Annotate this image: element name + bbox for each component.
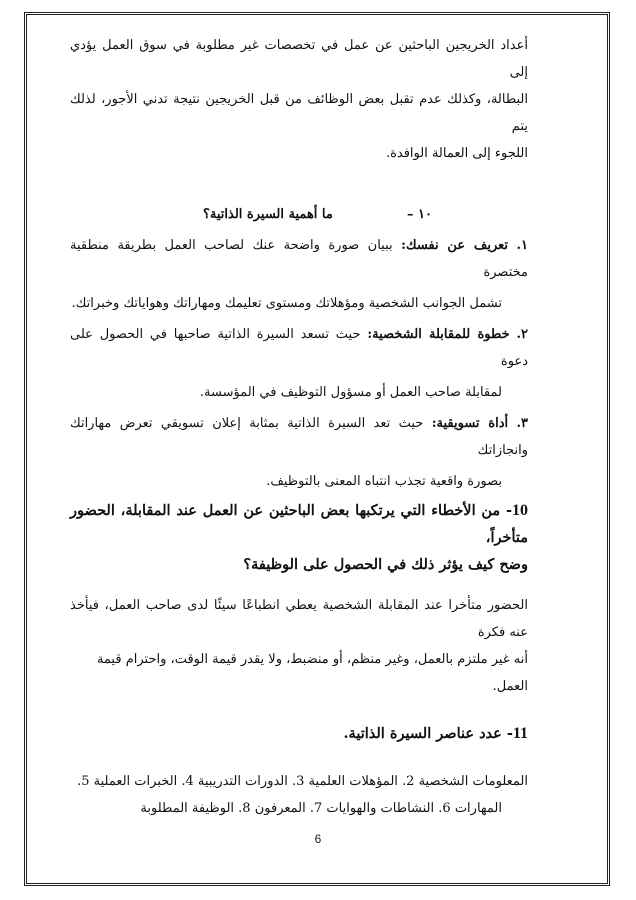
- item-continuation: بصورة واقعية تجذب انتباه المعنى بالتوظيف.: [266, 474, 502, 489]
- item-number: ١.: [516, 238, 529, 253]
- section-elements-heading: [70, 720, 528, 748]
- intro-paragraph: [70, 32, 528, 167]
- item-continuation: لمقابلة صاحب العمل أو مسؤول التوظيف في المؤسسة.: [199, 385, 502, 400]
- section-number: ١٠ –: [407, 207, 432, 222]
- mistakes-answer: [70, 592, 528, 700]
- section-number: 10: [512, 502, 528, 519]
- list-item: [70, 232, 528, 317]
- item-number: ٢.: [516, 327, 528, 342]
- elements-list: [70, 768, 528, 822]
- item-text: حيث تسعد السيرة الذاتية صاحبها في الحصول على دعوة: [70, 327, 528, 369]
- item-number: ٣.: [516, 416, 529, 431]
- page-number: 6: [314, 832, 322, 846]
- item-label: تعريف عن نفسك:: [401, 238, 509, 253]
- section-number: 11: [512, 725, 528, 742]
- intro-line: البطالة، وكذلك عدم تقبل بعض الوظائف من قبل الخريجين نتيجة تدني الأجور، لذلك يتم: [70, 92, 528, 134]
- section-title-cont: وضح كيف يؤثر ذلك في الحصول على الوظيفة؟: [243, 556, 528, 573]
- section-importance-heading: [70, 201, 528, 228]
- list-item: [70, 321, 528, 406]
- list-item: [70, 410, 528, 495]
- importance-list: [70, 232, 528, 495]
- section-title: ما أهمية السيرة الذاتية؟: [202, 207, 333, 222]
- elements-line: المعلومات الشخصية 2. المؤهلات العلمية 3. الدورات التدريبية 4. الخبرات العملية 5.: [77, 774, 528, 789]
- item-label: خطوة للمقابلة الشخصية:: [367, 327, 510, 342]
- elements-line: المهارات 6. النشاطات والهوايات 7. المعرفون 8. الوظيفة المطلوبة: [140, 801, 502, 816]
- item-label: أداة تسويقية:: [431, 416, 509, 431]
- section-title: - عدد عناصر السيرة الذاتية.: [343, 725, 513, 742]
- intro-line: أعداد الخريجين الباحثين عن عمل في تخصصات غير مطلوبة في سوق العمل يؤدي إلى: [70, 38, 528, 80]
- intro-line: اللجوء إلى العمالة الوافدة.: [385, 146, 528, 161]
- item-text: ببيان صورة واضحة عنك لصاحب العمل بطريقة منطقية مختصرة: [70, 238, 528, 280]
- section-mistakes-heading: [70, 497, 528, 578]
- answer-line: الحضور متأخرا عند المقابلة الشخصية يعطي انطباعًا سيئًا لدى صاحب العمل، فيأخذ عنه فكرة: [70, 598, 528, 640]
- item-continuation: تشمل الجوانب الشخصية ومؤهلاتك ومستوى تعليمك ومهاراتك وهواياتك وخبراتك.: [71, 296, 502, 311]
- item-text: حيث تعد السيرة الذاتية بمثابة إعلان تسويقي تعرض مهاراتك وانجازاتك: [70, 416, 528, 458]
- answer-line: أنه غير ملتزم بالعمل، وغير منظم، أو منضبط، ولا يقدر قيمة الوقت، واحترام قيمة العمل.: [96, 652, 528, 694]
- section-title: - من الأخطاء التي يرتكبها بعض الباحثين عن العمل عند المقابلة، الحضور متأخراً،: [70, 502, 528, 546]
- page-content: [70, 24, 528, 822]
